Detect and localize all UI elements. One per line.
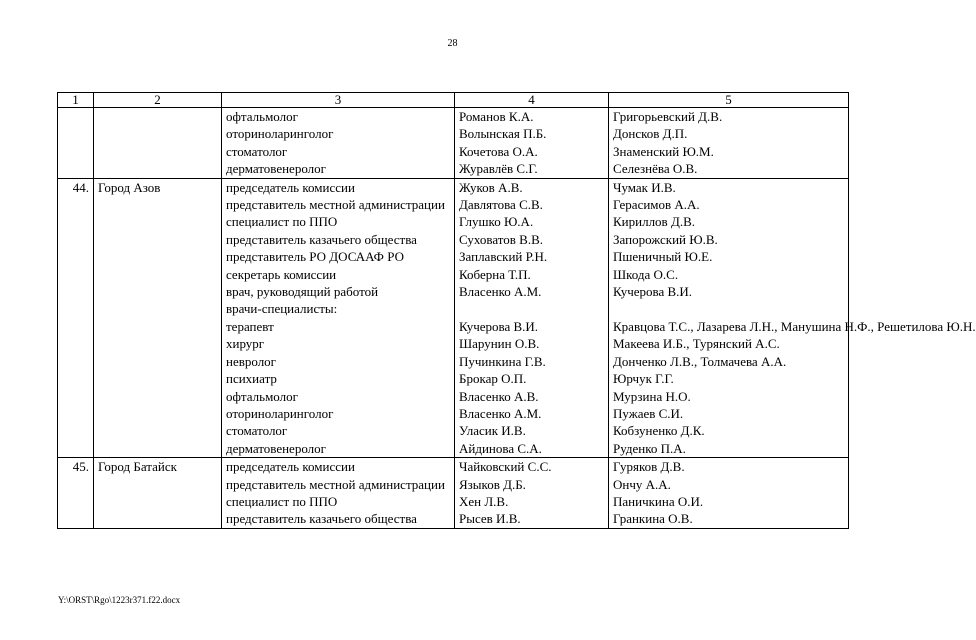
column-header: 4	[455, 93, 609, 108]
city-name: Город Батайск	[94, 458, 222, 476]
member-name	[455, 300, 609, 317]
row-number	[58, 318, 94, 335]
commission-role: врачи-специалисты:	[222, 300, 455, 317]
member-name: Журавлёв С.Г.	[455, 160, 609, 178]
reserve-member-name: Герасимов А.А.	[609, 196, 849, 213]
reserve-member-name: Пшеничный Ю.Е.	[609, 248, 849, 265]
member-name: Языков Д.Б.	[455, 476, 609, 493]
table-row	[58, 266, 849, 283]
city-name	[94, 196, 222, 213]
reserve-member-name: Селезнёва О.В.	[609, 160, 849, 178]
member-name: Глушко Ю.А.	[455, 213, 609, 230]
reserve-member-name: Руденко П.А.	[609, 440, 849, 458]
table-body	[58, 108, 976, 529]
commission-role: специалист по ППО	[222, 213, 455, 230]
commission-role: оториноларинголог	[222, 405, 455, 422]
reserve-member-name	[609, 300, 849, 317]
member-name: Хен Л.В.	[455, 493, 609, 510]
row-number	[58, 231, 94, 248]
reserve-member-name: Чумак И.В.	[609, 178, 849, 196]
table-row	[58, 353, 849, 370]
reserve-member-name: Мурзина Н.О.	[609, 388, 849, 405]
table-row	[58, 283, 849, 300]
reserve-member-name: Макеева И.Б., Турянский А.С.	[609, 335, 849, 352]
member-name: Кочетова О.А.	[455, 143, 609, 160]
table-row	[58, 125, 849, 142]
table-row	[58, 318, 849, 335]
member-name: Власенко А.В.	[455, 388, 609, 405]
commission-role: терапевт	[222, 318, 455, 335]
row-number: 45.	[58, 458, 94, 476]
city-name	[94, 231, 222, 248]
table-row	[58, 458, 849, 476]
footer-file-path: Y:\ORST\Rgo\1223r371.f22.docx	[58, 595, 181, 605]
commission-role: председатель комиссии	[222, 458, 455, 476]
row-number	[58, 143, 94, 160]
member-name: Айдинова С.А.	[455, 440, 609, 458]
table-row	[58, 231, 849, 248]
row-number	[58, 370, 94, 387]
table-row	[58, 405, 849, 422]
row-number	[58, 405, 94, 422]
city-name	[94, 388, 222, 405]
reserve-member-name: Кириллов Д.В.	[609, 213, 849, 230]
member-name: Брокар О.П.	[455, 370, 609, 387]
reserve-member-name: Юрчук Г.Г.	[609, 370, 849, 387]
member-name: Власенко А.М.	[455, 405, 609, 422]
member-name: Кучерова В.И.	[455, 318, 609, 335]
table-row	[58, 108, 849, 126]
member-name: Чайковский С.С.	[455, 458, 609, 476]
city-name	[94, 266, 222, 283]
commission-role: стоматолог	[222, 143, 455, 160]
reserve-member-name: Пужаев С.И.	[609, 405, 849, 422]
member-name: Романов К.А.	[455, 108, 609, 126]
row-number	[58, 283, 94, 300]
commission-role: психиатр	[222, 370, 455, 387]
city-name	[94, 108, 222, 126]
commission-table	[57, 92, 976, 529]
row-number	[58, 108, 94, 126]
reserve-member-name: Запорожский Ю.В.	[609, 231, 849, 248]
member-name: Заплавский Р.Н.	[455, 248, 609, 265]
member-name: Власенко А.М.	[455, 283, 609, 300]
reserve-member-name: Гранкина О.В.	[609, 510, 849, 528]
city-name	[94, 160, 222, 178]
column-header: 3	[222, 93, 455, 108]
commission-role: врач, руководящий работой	[222, 283, 455, 300]
city-name	[94, 353, 222, 370]
reserve-member-name: Гуряков Д.В.	[609, 458, 849, 476]
table-row	[58, 213, 849, 230]
reserve-member-name: Паничкина О.И.	[609, 493, 849, 510]
column-header: 1	[58, 93, 94, 108]
row-number	[58, 440, 94, 458]
commission-role: оториноларинголог	[222, 125, 455, 142]
row-number	[58, 300, 94, 317]
city-name	[94, 143, 222, 160]
city-name	[94, 510, 222, 528]
table-row	[58, 335, 849, 352]
table-row	[58, 476, 849, 493]
column-header: 2	[94, 93, 222, 108]
commission-role: представитель РО ДОСААФ РО	[222, 248, 455, 265]
member-name: Шарунин О.В.	[455, 335, 609, 352]
row-number: 44.	[58, 178, 94, 196]
reserve-member-name: Кравцова Т.С., Лазарева Л.Н., Манушина Н.Ф., Решетилова Ю.Н.	[609, 318, 849, 335]
commission-role: представитель местной администрации	[222, 196, 455, 213]
member-name: Суховатов В.В.	[455, 231, 609, 248]
table-row	[58, 388, 849, 405]
row-number	[58, 476, 94, 493]
row-number	[58, 388, 94, 405]
commission-role: представитель казачьего общества	[222, 231, 455, 248]
commission-role: дерматовенеролог	[222, 440, 455, 458]
commission-role: невролог	[222, 353, 455, 370]
city-name	[94, 440, 222, 458]
row-number	[58, 125, 94, 142]
commission-role: председатель комиссии	[222, 178, 455, 196]
commission-role: офтальмолог	[222, 388, 455, 405]
city-name	[94, 125, 222, 142]
table-row	[58, 440, 849, 458]
member-name: Рысев И.В.	[455, 510, 609, 528]
member-name: Волынская П.Б.	[455, 125, 609, 142]
table-row	[58, 178, 849, 196]
commission-role: стоматолог	[222, 422, 455, 439]
reserve-member-name: Кучерова В.И.	[609, 283, 849, 300]
reserve-member-name: Шкода О.С.	[609, 266, 849, 283]
table-row	[58, 248, 849, 265]
table-header-row	[58, 93, 849, 108]
commission-role: представитель казачьего общества	[222, 510, 455, 528]
reserve-member-name: Донсков Д.П.	[609, 125, 849, 142]
commission-role: специалист по ППО	[222, 493, 455, 510]
city-name	[94, 213, 222, 230]
column-header: 5	[609, 93, 849, 108]
city-name: Город Азов	[94, 178, 222, 196]
commission-role: хирург	[222, 335, 455, 352]
city-name	[94, 248, 222, 265]
page-number: 28	[447, 38, 458, 49]
row-number	[58, 510, 94, 528]
table-row	[58, 160, 849, 178]
row-number	[58, 196, 94, 213]
row-number	[58, 213, 94, 230]
table-row	[58, 196, 849, 213]
table-row	[58, 370, 849, 387]
city-name	[94, 493, 222, 510]
row-number	[58, 422, 94, 439]
row-number	[58, 160, 94, 178]
city-name	[94, 370, 222, 387]
reserve-member-name: Ончу А.А.	[609, 476, 849, 493]
table-row	[58, 493, 849, 510]
table-row	[58, 143, 849, 160]
member-name: Пучинкина Г.В.	[455, 353, 609, 370]
reserve-member-name: Знаменский Ю.М.	[609, 143, 849, 160]
city-name	[94, 405, 222, 422]
city-name	[94, 476, 222, 493]
commission-role: представитель местной администрации	[222, 476, 455, 493]
member-name: Уласик И.В.	[455, 422, 609, 439]
city-name	[94, 422, 222, 439]
row-number	[58, 248, 94, 265]
table-row	[58, 510, 849, 528]
commission-role: секретарь комиссии	[222, 266, 455, 283]
member-name: Давлятова С.В.	[455, 196, 609, 213]
commission-role: дерматовенеролог	[222, 160, 455, 178]
row-number	[58, 353, 94, 370]
city-name	[94, 283, 222, 300]
commission-role: офтальмолог	[222, 108, 455, 126]
city-name	[94, 335, 222, 352]
reserve-member-name: Донченко Л.В., Толмачева А.А.	[609, 353, 849, 370]
row-number	[58, 493, 94, 510]
member-name: Жуков А.В.	[455, 178, 609, 196]
reserve-member-name: Григорьевский Д.В.	[609, 108, 849, 126]
row-number	[58, 266, 94, 283]
member-name: Коберна Т.П.	[455, 266, 609, 283]
table-row	[58, 422, 849, 439]
row-number	[58, 335, 94, 352]
city-name	[94, 300, 222, 317]
table-row	[58, 300, 849, 317]
reserve-member-name: Кобзуненко Д.К.	[609, 422, 849, 439]
city-name	[94, 318, 222, 335]
